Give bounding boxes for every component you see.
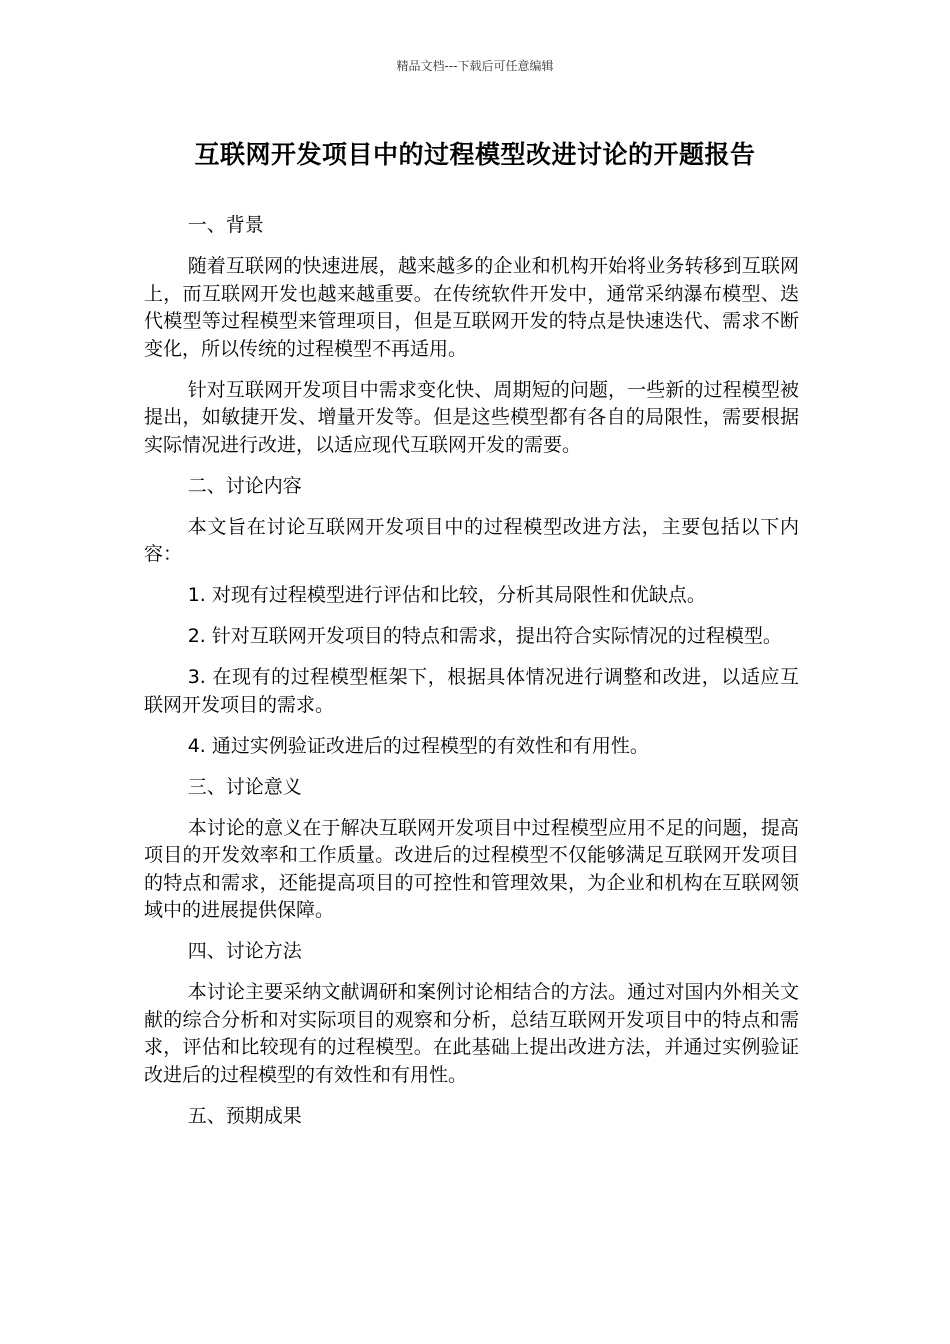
background-paragraph-2: 针对互联网开发项目中需求变化快、周期短的问题，一些新的过程模型被提出，如敏捷开发、增量开发等。但是这些模型都有各自的局限性，需要根据实际情况进行改进，以适应现代互联网开发的需要。	[144, 378, 799, 456]
section-heading-method: 四、讨论方法	[187, 940, 302, 962]
section-heading-background: 一、背景	[187, 214, 264, 236]
content-list-item-1: 1. 对现有过程模型进行评估和比较，分析其局限性和优缺点。	[187, 584, 706, 606]
section-heading-significance: 三、讨论意义	[187, 775, 302, 798]
significance-paragraph: 本讨论的意义在于解决互联网开发项目中过程模型应用不足的问题，提高项目的开发效率和工作质量。改进后的过程模型不仅能够满足互联网开发项目的特点和需求，还能提高项目的可控性和管理效果，为企业和机构在互联网领域中的进展提供保障。	[144, 816, 799, 921]
document-body	[144, 212, 799, 1144]
page-header-note: 精品文档---下载后可任意编辑	[396, 59, 554, 73]
background-paragraph-1: 随着互联网的快速进展，越来越多的企业和机构开始将业务转移到互联网上，而互联网开发也越来越重要。在传统软件开发中，通常采纳瀑布模型、迭代模型等过程模型来管理项目，但是互联网开发的特点是快速迭代、需求不断变化，所以传统的过程模型不再适用。	[144, 255, 799, 360]
section-heading-expected-results: 五、预期成果	[187, 1104, 302, 1127]
section-heading-content: 二、讨论内容	[187, 474, 302, 497]
method-paragraph: 本讨论主要采纳文献调研和案例讨论相结合的方法。通过对国内外相关文献的综合分析和对实际项目的观察和分析，总结互联网开发项目中的特点和需求，评估和比较现有的过程模型。在此基础上提出改进方法，并通过实例验证改进后的过程模型的有效性和有用性。	[144, 981, 799, 1086]
content-list-item-3: 3. 在现有的过程模型框架下，根据具体情况进行调整和改进，以适应互联网开发项目的需求。	[144, 666, 799, 716]
document-title: 互联网开发项目中的过程模型改进讨论的开题报告	[194, 140, 756, 169]
content-list-item-4: 4. 通过实例验证改进后的过程模型的有效性和有用性。	[187, 734, 649, 757]
content-list-item-2: 2. 针对互联网开发项目的特点和需求，提出符合实际情况的过程模型。	[187, 625, 782, 647]
content-intro-paragraph: 本文旨在讨论互联网开发项目中的过程模型改进方法，主要包括以下内容：	[144, 515, 799, 565]
